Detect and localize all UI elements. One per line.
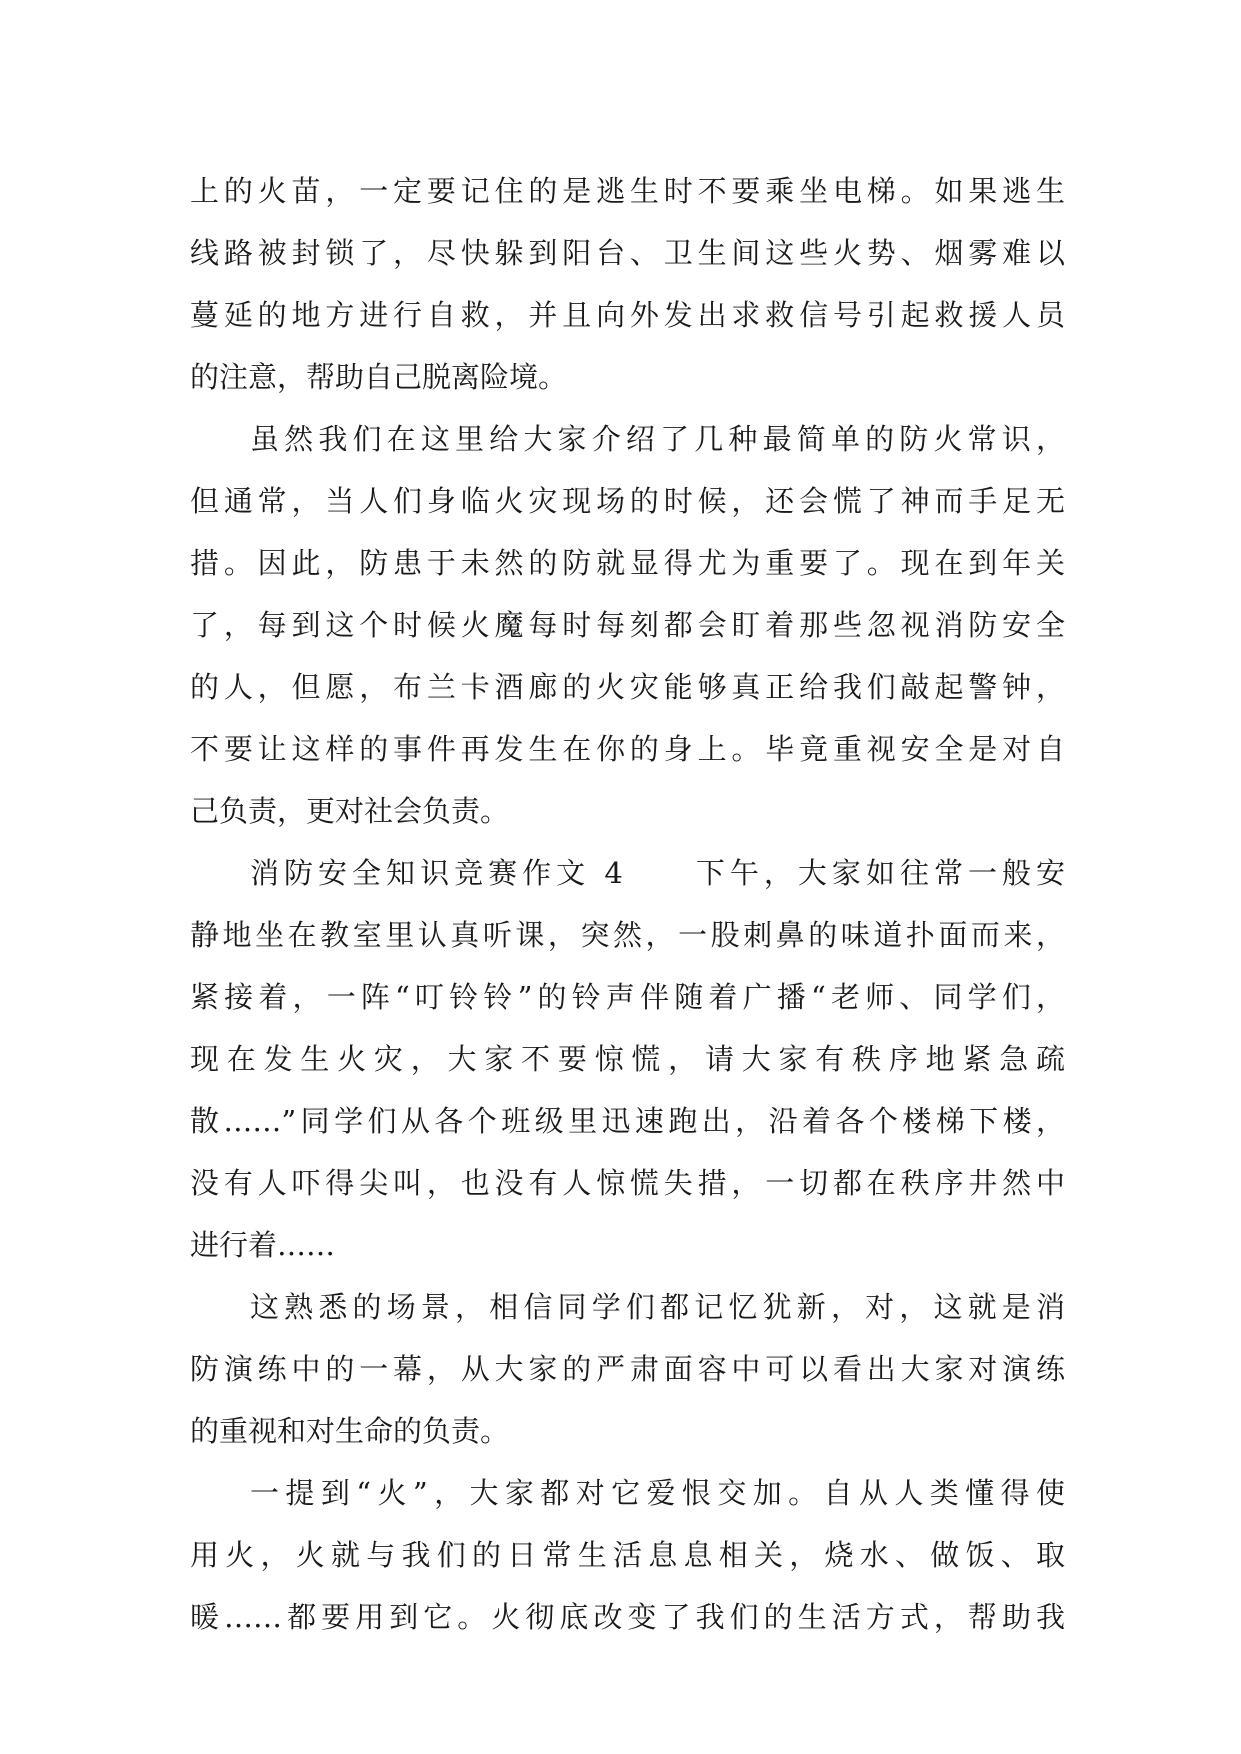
text-line: 的注意，帮助自己脱离险境。 [190, 360, 568, 394]
text-line: 了，每到这个时候火魔每时每刻都会盯着那些忽视消防安全 [190, 608, 1065, 642]
text-line: 上的火苗，一定要记住的是逃生时不要乘坐电梯。如果逃生 [190, 174, 1065, 208]
text-line: 没有人吓得尖叫，也没有人惊慌失措，一切都在秩序井然中 [190, 1166, 1065, 1200]
text-line: 紧接着，一阵“叮铃铃”的铃声伴随着广播“老师、同学们， [190, 980, 1065, 1014]
text-line: 一提到“火”，大家都对它爱恨交加。自从人类懂得使 [250, 1476, 1065, 1510]
text-line: 散……”同学们从各个班级里迅速跑出，沿着各个楼梯下楼， [190, 1104, 1065, 1138]
text-line: 的人，但愿，布兰卡酒廊的火灾能够真正给我们敲起警钟， [190, 670, 1065, 704]
text-line: 这熟悉的场景，相信同学们都记忆犹新，对，这就是消 [250, 1290, 1065, 1324]
text-line: 用火，火就与我们的日常生活息息相关，烧水、做饭、取 [190, 1538, 1065, 1572]
text-line: 蔓延的地方进行自救，并且向外发出求救信号引起救援人员 [190, 298, 1065, 332]
text-line: 虽然我们在这里给大家介绍了几种最简单的防火常识， [250, 422, 1065, 456]
text-line: 不要让这样的事件再发生在你的身上。毕竟重视安全是对自 [190, 732, 1065, 766]
text-line: 暖……都要用到它。火彻底改变了我们的生活方式，帮助我 [190, 1600, 1065, 1634]
text-line: 防演练中的一幕，从大家的严肃面容中可以看出大家对演练 [190, 1352, 1065, 1386]
text-line: 线路被封锁了，尽快躲到阳台、卫生间这些火势、烟雾难以 [190, 236, 1065, 270]
text-line: 的重视和对生命的负责。 [190, 1414, 510, 1448]
document-body [190, 160, 1065, 1648]
text-line: 己负责，更对社会负责。 [190, 794, 510, 828]
text-line: 措。因此，防患于未然的防就显得尤为重要了。现在到年关 [190, 546, 1065, 580]
text-line: 静地坐在教室里认真听课，突然，一股刺鼻的味道扑面而来， [190, 918, 1065, 952]
text-line: 进行着…… [190, 1228, 336, 1262]
text-line: 但通常，当人们身临火灾现场的时候，还会慌了神而手足无 [190, 484, 1065, 518]
text-line: 现在发生火灾，大家不要惊慌，请大家有秩序地紧急疏 [190, 1042, 1065, 1076]
text-line: 消防安全知识竞赛作文 4 下午，大家如往常一般安 [250, 856, 1065, 890]
